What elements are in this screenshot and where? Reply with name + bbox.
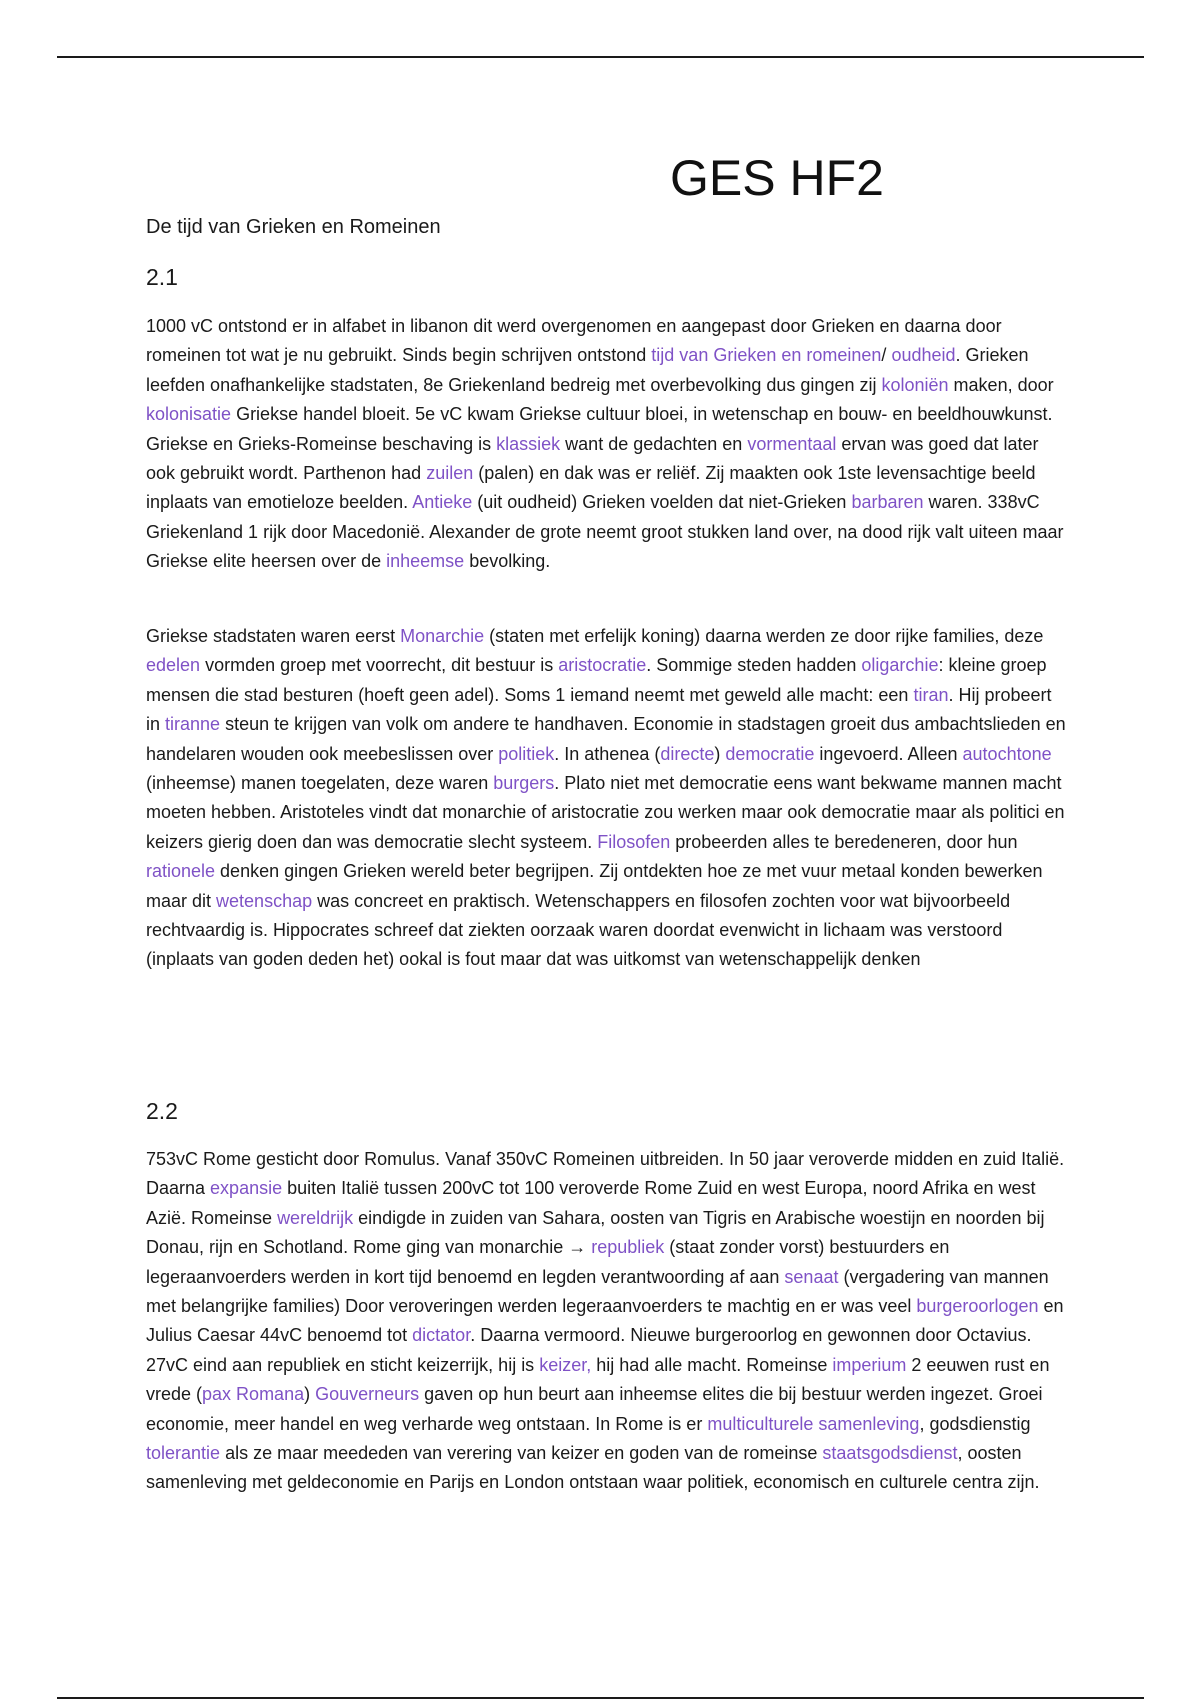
highlighted-term: Gouverneurs	[315, 1384, 420, 1405]
highlighted-term: burgers	[493, 773, 555, 794]
highlighted-term: Monarchie	[400, 626, 485, 646]
highlighted-term: Filosofen	[597, 831, 671, 852]
highlighted-term: staatsgodsdienst	[822, 1443, 958, 1464]
highlighted-term: zuilen	[426, 463, 474, 484]
highlighted-term: vormentaal	[747, 433, 837, 454]
highlighted-term: oudheid	[891, 345, 956, 366]
highlighted-term: autochtone	[962, 743, 1052, 764]
top-rule	[57, 56, 1144, 58]
highlighted-term: klassiek	[496, 433, 561, 454]
highlighted-term: tiranne	[165, 714, 221, 735]
highlighted-term: dictator	[412, 1325, 471, 1346]
paragraph-2-1-a: 1000 vC ontstond er in alfabet in libanon dit werd overgenomen en aangepast door Grieken en daarna door romeinen tot wat je nu gebruikt. Sinds begin schrijven ontstond tijd van Grieken en romeinen/ oudheid. Grieken leefden onafhankelijke stadstaten, 8e Griekenland bedreig met overbevolking dus gingen zij koloniën maken, door kolonisatie Griekse handel bloeit. 5e vC kwam Griekse cultuur bloei, in wetenschap en bouw- en beeldhouwkunst. Griekse en Grieks-Romeinse beschaving is klassiek want de gedachten en vormentaal ervan was goed dat later ook gebruikt wordt. Parthenon had zuilen (palen) en dak was er reliëf. Zij maakten ook 1ste levensachtige beeld inplaats van emotieloze beelden. Antieke (uit oudheid) Grieken voelden dat niet-Grieken barbaren waren. 338vC Griekenland 1 rijk door Macedonië. Alexander de grote neemt groot stukken land over, na dood rijk valt uiteen maar Griekse elite heersen over de inheemse bevolking.	[146, 316, 1064, 572]
highlighted-term: barbaren	[851, 492, 924, 513]
highlighted-term: Antieke	[412, 492, 473, 513]
document-subtitle: De tijd van Grieken en Romeinen	[146, 216, 441, 238]
section-heading-2-2: 2.2	[146, 1098, 178, 1124]
highlighted-term: keizer,	[539, 1354, 592, 1375]
highlighted-term: burgeroorlogen	[916, 1296, 1039, 1317]
document-title: GES HF2	[670, 150, 884, 206]
highlighted-term: kolonisatie	[146, 404, 232, 425]
paragraph-2-1-b: Griekse stadstaten waren eerst Monarchie (staten met erfelijk koning) daarna werden ze door rijke families, deze edelen vormden groep met voorrecht, dit bestuur is aristocratie. Sommige steden hadden oligarchie: kleine groep mensen die stad besturen (hoeft geen adel). Soms 1 iemand neemt met geweld alle macht: een tiran. Hij probeert in tiranne steun te krijgen van volk om andere te handhaven. Economie in stadstagen groeit dus ambachtslieden en handelaren wouden ook meebeslissen over politiek. In athenea (directe) democratie ingevoerd. Alleen autochtone (inheemse) manen toegelaten, deze waren burgers. Plato niet met democratie eens want bekwame mannen macht moeten hebben. Aristoteles vindt dat monarchie of aristocratie zou werken maar ook democratie maar als politici en keizers gierig doen dan was democratie slecht systeem. Filosofen probeerden alles te beredeneren, door hun rationele denken gingen Grieken wereld beter begrijpen. Zij ontdekten hoe ze met vuur metaal konden bewerken maar dit wetenschap was concreet en praktisch. Wetenschappers en filosofen zochten voor wat bijvoorbeeld rechtvaardig is. Hippocrates schreef dat ziekten oorzaak waren doordat evenwicht in lichaam was verstoord (inplaats van goden deden het) ookal is fout maar dat was uitkomst van wetenschappelijk denken	[146, 626, 1066, 970]
highlighted-term: edelen	[146, 655, 201, 676]
highlighted-term: pax Romana	[202, 1384, 305, 1405]
highlighted-term: democratie	[725, 743, 815, 764]
highlighted-term: oligarchie	[861, 655, 939, 676]
bottom-rule	[57, 1697, 1144, 1699]
highlighted-term: koloniën	[881, 374, 949, 395]
highlighted-term: senaat	[784, 1266, 839, 1287]
highlighted-term: tiran	[913, 684, 949, 705]
highlighted-term: imperium	[832, 1354, 907, 1375]
highlighted-term: multiculturele samenleving	[707, 1413, 920, 1434]
highlighted-term: wetenschap	[216, 890, 313, 911]
highlighted-term: directe	[660, 743, 715, 764]
highlighted-term: expansie	[210, 1178, 283, 1199]
highlighted-term: politiek	[498, 743, 555, 764]
highlighted-term: republiek	[591, 1237, 665, 1258]
highlighted-term: tolerantie	[146, 1443, 221, 1464]
highlighted-term: inheemse	[386, 551, 465, 572]
highlighted-term: wereldrijk	[277, 1207, 354, 1228]
highlighted-term: rationele	[146, 861, 216, 882]
highlighted-term: aristocratie	[558, 655, 647, 676]
highlighted-term: tijd van Grieken en romeinen	[651, 345, 882, 366]
section-heading-2-1: 2.1	[146, 264, 178, 290]
paragraph-2-2-a: 753vC Rome gesticht door Romulus. Vanaf 350vC Romeinen uitbreiden. In 50 jaar veroverde midden en zuid Italië. Daarna expansie buiten Italië tussen 200vC tot 100 veroverde Rome Zuid en west Europa, noord Afrika en west Azië. Romeinse wereldrijk eindigde in zuiden van Sahara, oosten van Tigris en Arabische woestijn en noorden bij Donau, rijn en Schotland. Rome ging van monarchie → republiek (staat zonder vorst) bestuurders en legeraanvoerders werden in kort tijd benoemd en legden verantwoording af aan senaat (vergadering van mannen met belangrijke families) Door veroveringen werden legeraanvoerders te machtig en er was veel burgeroorlogen en Julius Caesar 44vC benoemd tot dictator. Daarna vermoord. Nieuwe burgeroorlog en gewonnen door Octavius. 27vC eind aan republiek en sticht keizerrijk, hij is keizer, hij had alle macht. Romeinse imperium 2 eeuwen rust en vrede (pax Romana) Gouverneurs gaven op hun beurt aan inheemse elites die bij bestuur werden ingezet. Groei economie, meer handel en weg verharde weg ontstaan. In Rome is er multiculturele samenleving, godsdienstig tolerantie als ze maar meededen van verering van keizer en goden van de romeinse staatsgodsdienst, oosten samenleving met geldeconomie en Parijs en London ontstaan waar politiek, economisch en culturele centra zijn.	[146, 1149, 1065, 1493]
